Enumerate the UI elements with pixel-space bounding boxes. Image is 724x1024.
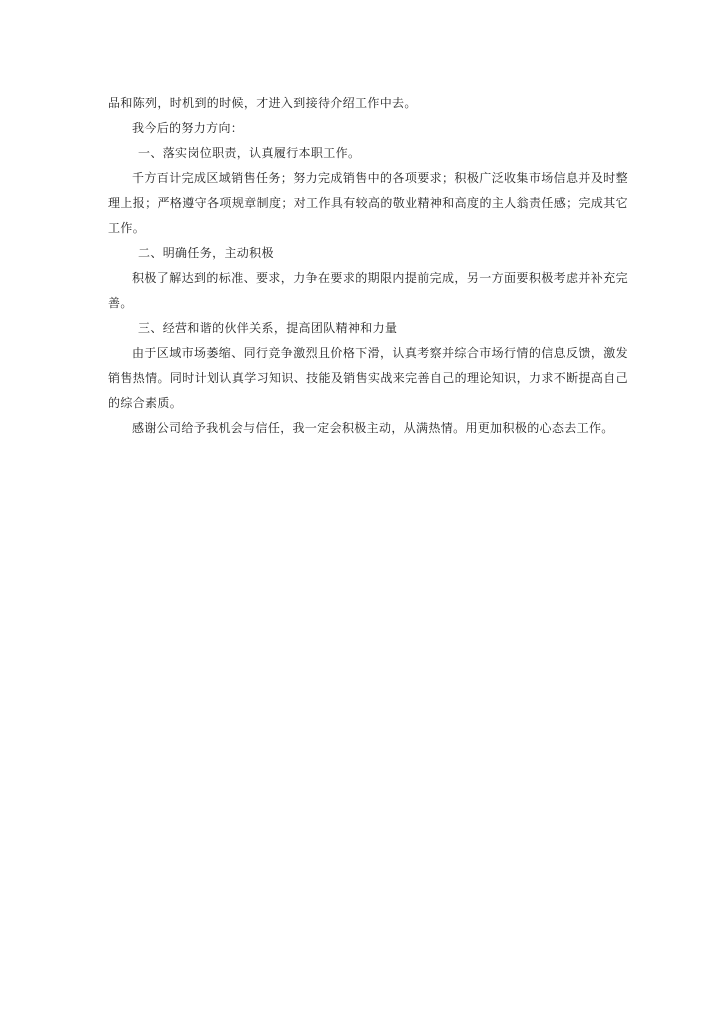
section-body-3: 由于区域市场萎缩、同行竞争激烈且价格下滑，认真考察并综合市场行情的信息反馈，激发销售热情。同时计划认真学习知识、技能及销售实战来完善自己的理论知识，力求不断提高自己的综合素质。 xyxy=(108,346,628,410)
section-body-1: 千方百计完成区域销售任务；努力完成销售中的各项要求；积极广泛收集市场信息并及时整理上报；严格遵守各项规章制度；对工作具有较高的敬业精神和高度的主人翁责任感；完成其它工作。 xyxy=(108,171,628,235)
paragraph-continuation: 品和陈列，时机到的时候，才进入到接待介绍工作中去。 xyxy=(108,96,417,110)
section-heading-1: 一、落实岗位职责，认真履行本职工作。 xyxy=(138,146,361,160)
document-body xyxy=(108,91,628,441)
section-body-2: 积极了解达到的标准、要求，力争在要求的期限内提前完成，另一方面要积极考虑并补充完善。 xyxy=(108,271,628,310)
section-heading-3: 三、经营和谐的伙伴关系，提高团队精神和力量 xyxy=(138,321,398,335)
section-heading-2: 二、明确任务，主动积极 xyxy=(138,246,274,260)
paragraph-direction-title: 我今后的努力方向： xyxy=(132,121,244,135)
closing-paragraph: 感谢公司给予我机会与信任，我一定会积极主动，从满热情。用更加积极的心态去工作。 xyxy=(132,421,614,435)
